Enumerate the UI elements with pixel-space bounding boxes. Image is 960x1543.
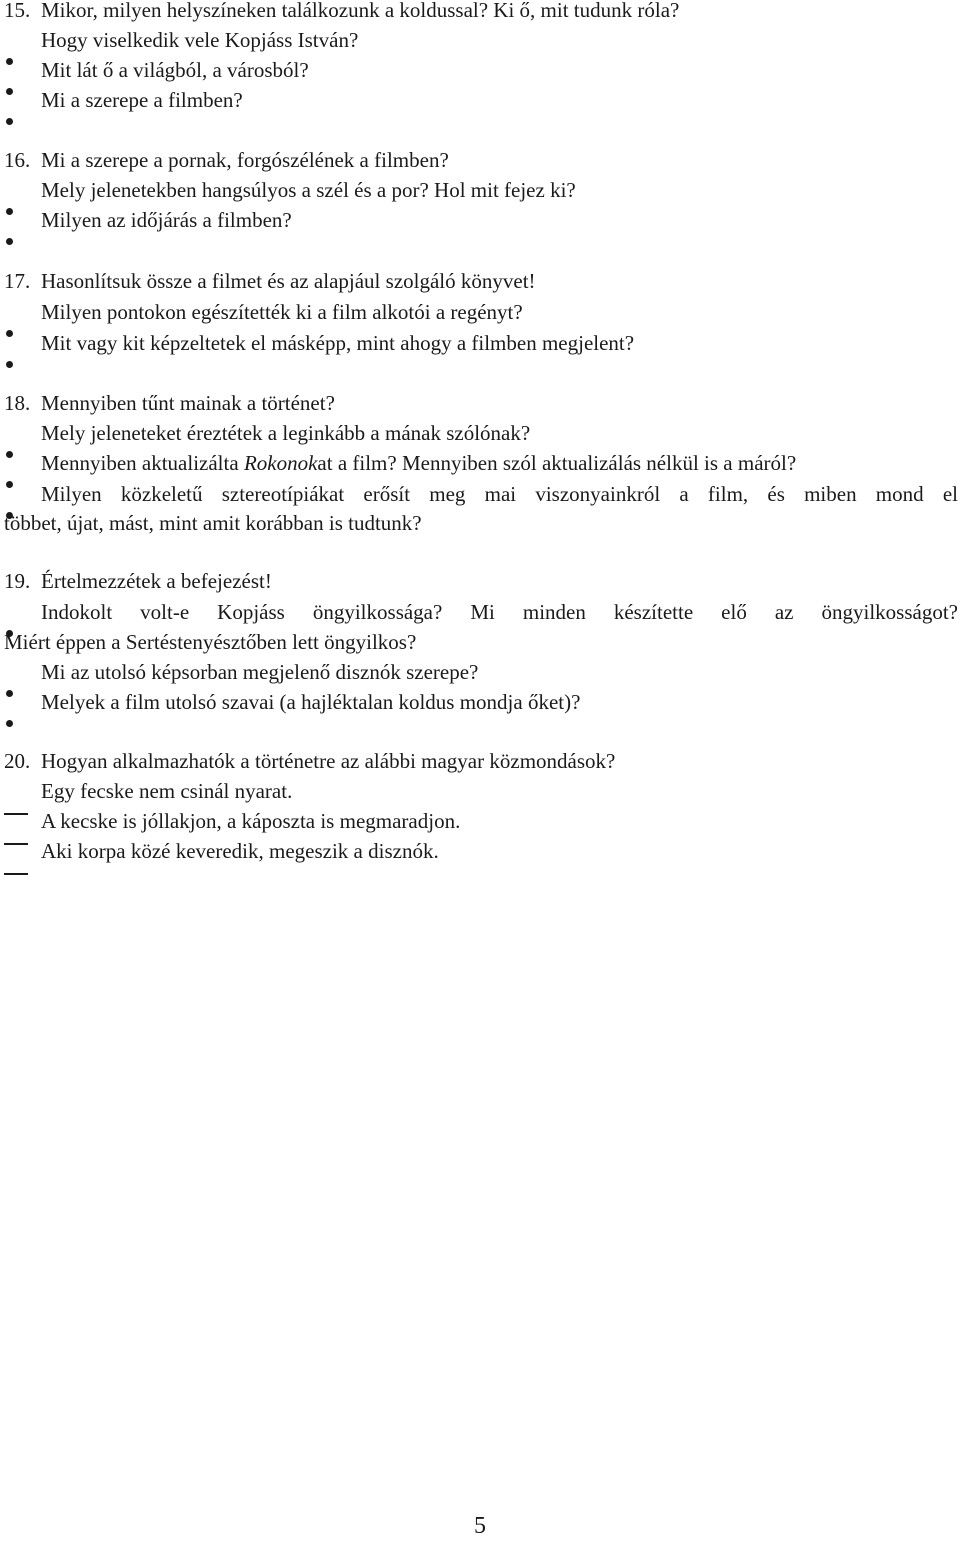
question-number: 20. (4, 749, 31, 773)
list-item (4, 806, 960, 836)
bullet-text: Mi az utolsó képsorban megjelenő disznók szerepe? (41, 660, 479, 684)
proverb-text: A kecske is jóllakjon, a káposzta is megmaradjon. (41, 809, 461, 833)
bullet-text: többet, újat, mást, mint amit korábban is tudtunk? (4, 511, 422, 535)
proverb-text: Egy fecske nem csinál nyarat. (41, 779, 293, 803)
question-16 (4, 145, 960, 175)
bullet-text: at a film? Mennyiben szól aktualizálás nélkül is a máról? (317, 451, 797, 475)
list-item (4, 85, 960, 115)
list-item (4, 328, 960, 358)
bullet-text: Milyen közkeletű sztereotípiákat erősít meg mai viszonyainkról a film, és miben mond el (41, 482, 958, 506)
bullet-text: Melyek a film utolsó szavai (a hajléktalan koldus mondja őket)? (41, 690, 581, 714)
bullet-text: Miért éppen a Sertéstenyésztőben lett öngyilkos? (4, 630, 417, 654)
list-item (4, 448, 960, 478)
question-number: 17. (4, 269, 31, 293)
book-title-italic: Rokonok (243, 451, 318, 475)
question-title: Mennyiben tűnt mainak a történet? (41, 391, 335, 415)
list-item (4, 175, 960, 205)
question-number: 15. (4, 0, 31, 22)
bullet-text: Mit lát ő a világból, a városból? (41, 58, 309, 82)
bullet-text: Milyen az időjárás a filmben? (41, 208, 292, 232)
list-item (4, 25, 960, 55)
list-item-continuation (4, 508, 960, 538)
list-item (4, 297, 960, 327)
question-title: Értelmezzétek a befejezést! (41, 569, 272, 593)
list-item (4, 55, 960, 85)
list-item (4, 657, 960, 687)
bullet-text: Mely jelenetekben hangsúlyos a szél és a por? Hol mit fejez ki? (41, 178, 576, 202)
bullet-text: Milyen pontokon egészítették ki a film alkotói a regényt? (41, 300, 523, 324)
bullet-text: Mi a szerepe a filmben? (41, 88, 243, 112)
question-17 (4, 266, 960, 296)
question-15 (4, 0, 960, 25)
question-number: 16. (4, 148, 31, 172)
question-title: Mikor, milyen helyszíneken találkozunk a koldussal? Ki ő, mit tudunk róla? (41, 0, 680, 22)
list-item (4, 479, 958, 509)
list-item-continuation (4, 627, 960, 657)
list-item (4, 418, 960, 448)
question-20 (4, 746, 960, 776)
list-item (4, 776, 960, 806)
bullet-text: Mennyiben aktualizálta (41, 451, 244, 475)
page-number: 5 (474, 1513, 486, 1539)
bullet-text: Indokolt volt-e Kopjáss öngyilkossága? Mi minden készítette elő az öngyilkosságot? (41, 600, 958, 624)
question-number: 19. (4, 569, 31, 593)
question-19 (4, 566, 960, 596)
list-item (4, 687, 960, 717)
list-item (4, 205, 960, 235)
question-title: Hasonlítsuk össze a filmet és az alapjául szolgáló könyvet! (41, 269, 536, 293)
bullet-text: Hogy viselkedik vele Kopjáss István? (41, 28, 359, 52)
question-title: Mi a szerepe a pornak, forgószélének a filmben? (41, 148, 449, 172)
question-number: 18. (4, 391, 31, 415)
list-item (4, 597, 958, 627)
list-item (4, 836, 960, 866)
proverb-text: Aki korpa közé keveredik, megeszik a disznók. (41, 839, 439, 863)
bullet-text: Mely jeleneteket éreztétek a leginkább a mának szólónak? (41, 421, 531, 445)
question-title: Hogyan alkalmazhatók a történetre az alábbi magyar közmondások? (41, 749, 616, 773)
bullet-text: Mit vagy kit képzeltetek el másképp, mint ahogy a filmben megjelent? (41, 331, 635, 355)
question-18 (4, 388, 960, 418)
